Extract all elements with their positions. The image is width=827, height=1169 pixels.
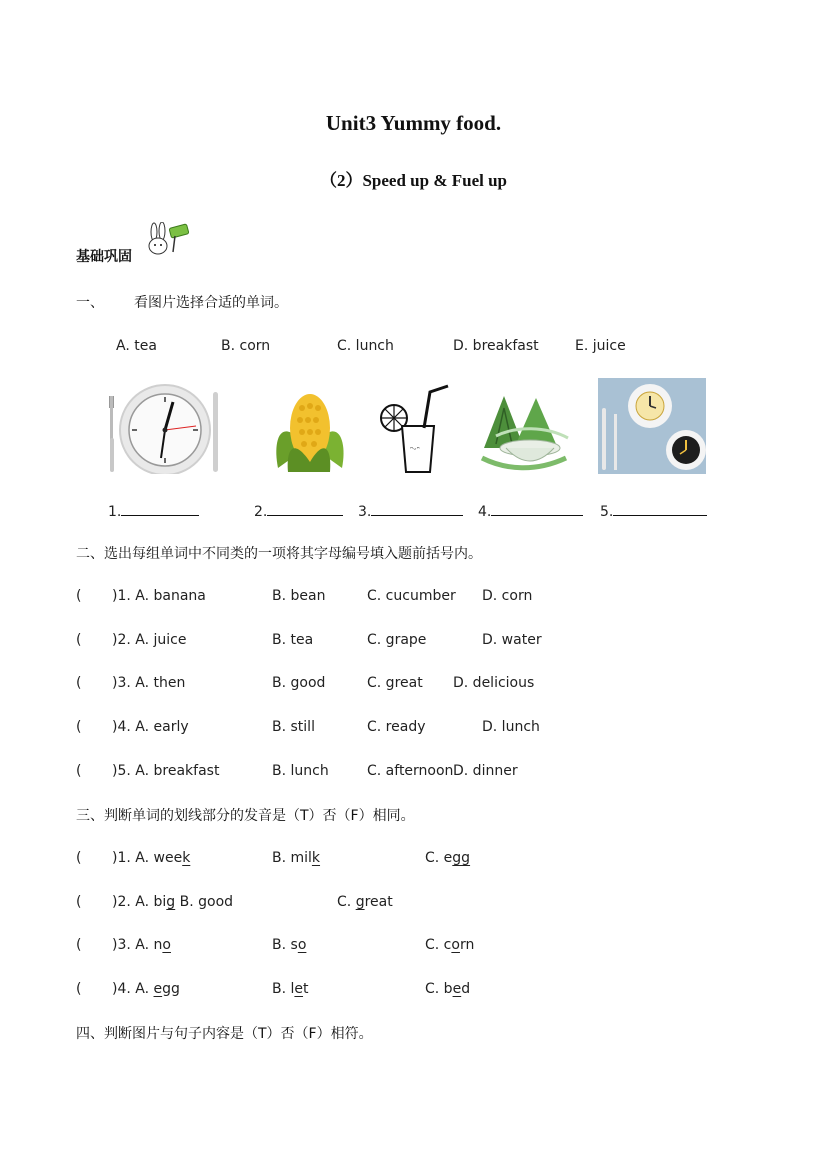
question-option-c: C. afternoon [367, 763, 454, 779]
answer-paren[interactable]: ( [76, 588, 82, 604]
section-badge [76, 246, 132, 266]
corn-image [268, 378, 352, 474]
breakfast-clocks-image [598, 378, 706, 474]
svg-text:ᵔᵕᵔ: ᵔᵕᵔ [410, 445, 420, 454]
question-option-d: D. corn [482, 588, 533, 604]
zongzi-tea-image [476, 378, 572, 474]
answer-paren[interactable]: ( [76, 763, 82, 779]
question-option-d: D. water [482, 632, 542, 648]
question-option-d: D. dinner [453, 763, 518, 779]
option-e: E. juice [575, 338, 626, 354]
question-option-a: )3. A. then [112, 675, 186, 691]
question-option-c: C. great [367, 675, 423, 691]
question-option-d: D. lunch [482, 719, 540, 735]
answer-line-4[interactable]: 4. [478, 501, 583, 520]
option-d: D. breakfast [453, 338, 539, 354]
answer-line-3[interactable]: 3. [358, 501, 463, 520]
phonics-option-a: )3. A. no [112, 937, 171, 953]
juice-glass-image [376, 378, 458, 474]
question-option-a: )2. A. juice [112, 632, 187, 648]
option-a: A. tea [116, 338, 157, 354]
answer-line-1[interactable]: 1. [108, 501, 199, 520]
phonics-option-b: B. milk [272, 850, 321, 866]
question-option-c: C. ready [367, 719, 426, 735]
clock-plate-image [106, 378, 224, 474]
answer-paren[interactable]: ( [76, 937, 82, 953]
question-option-c: C. grape [367, 632, 427, 648]
phonics-option-b: B. let [272, 981, 309, 997]
phonics-option-c: C. great [337, 894, 393, 910]
question-option-a: )4. A. early [112, 719, 189, 735]
section3-heading: 三、判断单词的划线部分的发音是（T）否（F）相同。 [76, 808, 415, 824]
option-b: B. corn [221, 338, 271, 354]
page-subtitle: （2）Speed up & Fuel up [319, 171, 508, 190]
answer-paren[interactable]: ( [76, 894, 82, 910]
question-option-b: B. bean [272, 588, 326, 604]
question-option-a: )1. A. banana [112, 588, 206, 604]
phonics-option-c: C. bed [425, 981, 471, 997]
question-option-b: B. tea [272, 632, 314, 648]
section1-number: 一、 [76, 295, 104, 311]
phonics-option-a: )1. A. week [112, 850, 191, 866]
question-option-b: B. lunch [272, 763, 329, 779]
phonics-option-a: )4. A. egg [112, 981, 180, 997]
answer-line-5[interactable]: 5. [600, 501, 707, 520]
answer-paren[interactable]: ( [76, 850, 82, 866]
section2-heading: 二、选出每组单词中不同类的一项将其字母编号填入题前括号内。 [76, 546, 482, 562]
rabbit-mascot-icon [142, 222, 194, 256]
option-c: C. lunch [337, 338, 394, 354]
answer-paren[interactable]: ( [76, 719, 82, 735]
question-option-b: B. still [272, 719, 315, 735]
section4-heading: 四、判断图片与句子内容是（T）否（F）相符。 [76, 1026, 373, 1042]
question-option-b: B. good [272, 675, 326, 691]
answer-paren[interactable]: ( [76, 632, 82, 648]
question-option-d: D. delicious [453, 675, 535, 691]
question-option-a: )5. A. breakfast [112, 763, 220, 779]
phonics-option-a: )2. A. big B. good [112, 894, 234, 910]
answer-paren[interactable]: ( [76, 675, 82, 691]
badge-label: 基础巩固 [76, 249, 132, 265]
section1-heading: 看图片选择合适的单词。 [134, 295, 288, 311]
phonics-option-c: C. corn [425, 937, 475, 953]
answer-line-2[interactable]: 2. [254, 501, 343, 520]
question-option-c: C. cucumber [367, 588, 456, 604]
answer-paren[interactable]: ( [76, 981, 82, 997]
page-title: Unit3 Yummy food. [325, 111, 502, 135]
phonics-option-c: C. egg [425, 850, 471, 866]
phonics-option-b: B. so [272, 937, 307, 953]
